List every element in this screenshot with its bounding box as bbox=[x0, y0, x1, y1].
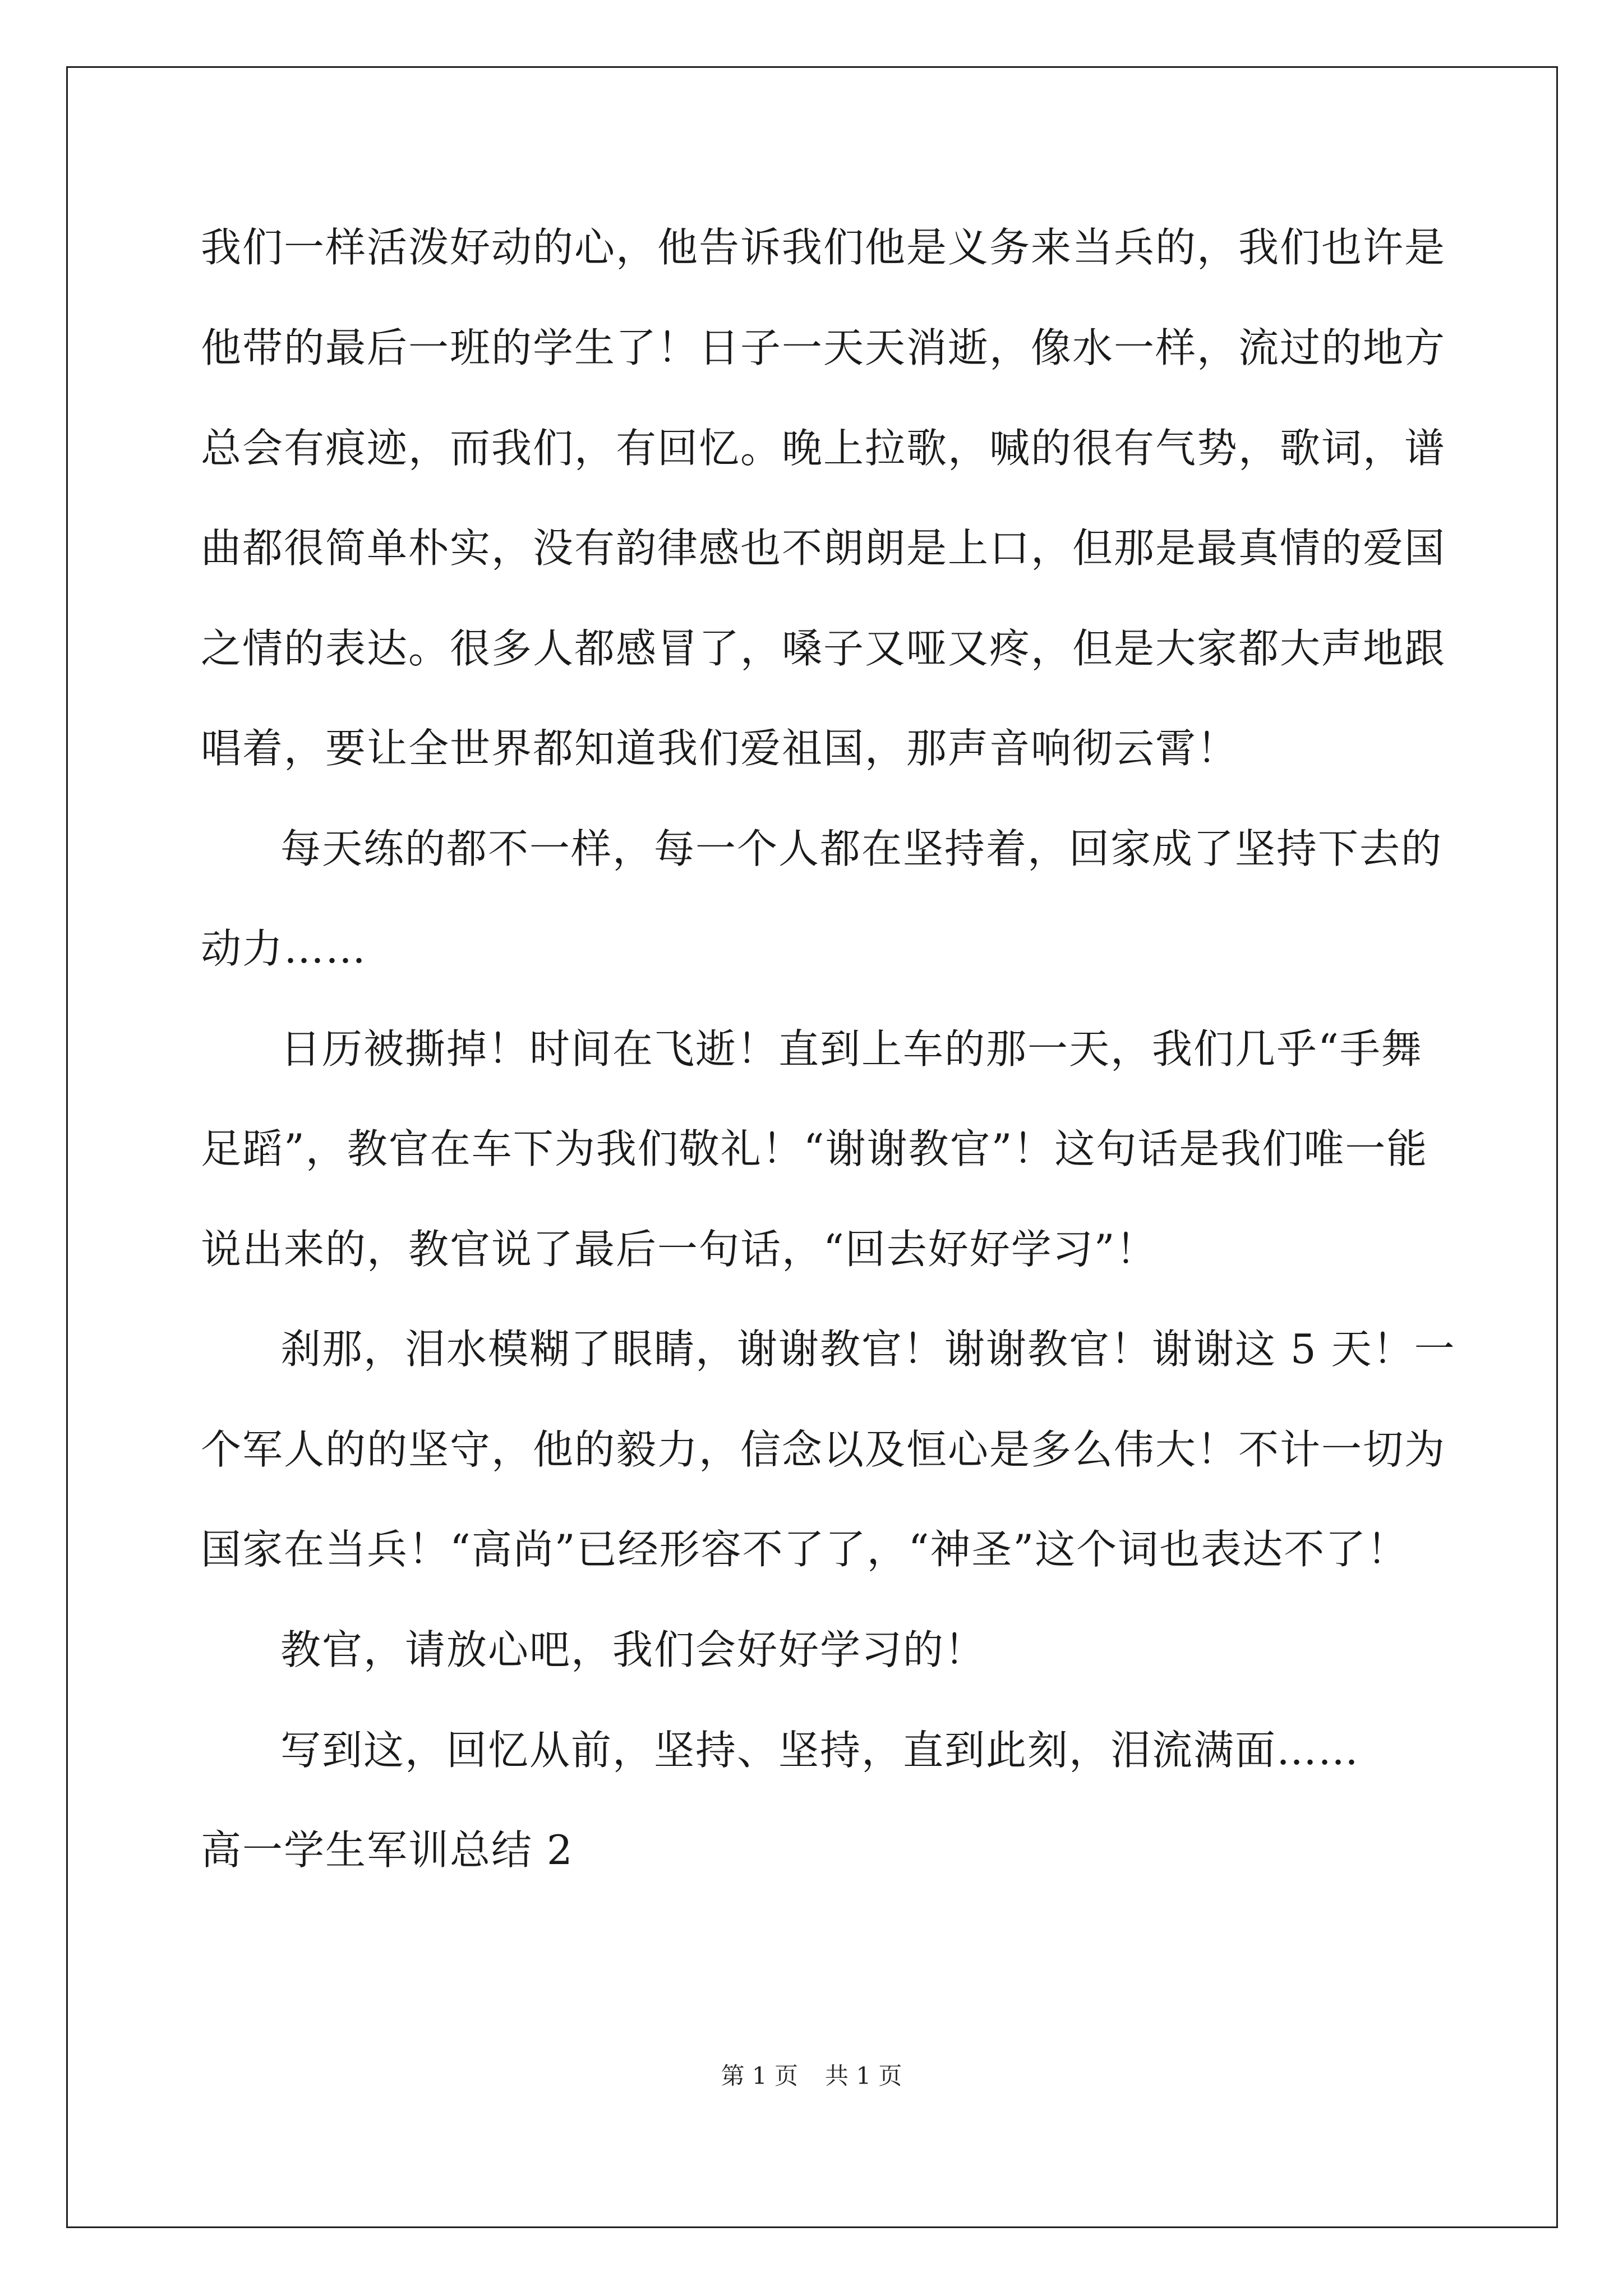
text-line: 说出来的，教官说了最后一句话，“回去好好学习”！ bbox=[201, 1226, 1158, 1273]
text-line: 日历被撕掉！时间在飞逝！直到上车的那一天，我们几乎“手舞 bbox=[280, 1025, 1423, 1073]
text-line: 总会有痕迹，而我们，有回忆。晚上拉歌，喊的很有气势，歌词，谱 bbox=[201, 425, 1446, 472]
text-line: 刹那，泪水模糊了眼睛，谢谢教官！谢谢教官！谢谢这 5 天！一 bbox=[280, 1326, 1456, 1373]
text-line: 每天练的都不一样，每一个人都在坚持着，回家成了坚持下去的 bbox=[280, 825, 1443, 872]
text-line: 足蹈”，教官在车下为我们敬礼！“谢谢教官”！这句话是我们唯一能 bbox=[201, 1125, 1428, 1172]
text-line: 我们一样活泼好动的心，他告诉我们他是义务来当兵的，我们也许是 bbox=[201, 224, 1446, 271]
text-line: 之情的表达。很多人都感冒了，嗓子又哑又疼，但是大家都大声地跟 bbox=[201, 625, 1446, 672]
page-number-total: 共 1 页 bbox=[825, 2062, 902, 2090]
page-footer bbox=[0, 2058, 1623, 2091]
text-line: 国家在当兵！“高尚”已经形容不了了，“神圣”这个词也表达不了！ bbox=[201, 1526, 1409, 1573]
text-line: 曲都很简单朴实，没有韵律感也不朗朗是上口，但那是最真情的爱国 bbox=[201, 524, 1446, 572]
text-line: 写到这，回忆从前，坚持、坚持，直到此刻，泪流满面…… bbox=[280, 1727, 1360, 1774]
text-line: 动力…… bbox=[201, 925, 367, 972]
section-heading: 高一学生军训总结 2 bbox=[201, 1826, 574, 1874]
text-line: 个军人的的坚守，他的毅力，信念以及恒心是多么伟大！不计一切为 bbox=[201, 1426, 1446, 1473]
text-line: 唱着，要让全世界都知道我们爱祖国，那声音响彻云霄！ bbox=[201, 725, 1239, 772]
text-line: 教官，请放心吧，我们会好好学习的！ bbox=[280, 1626, 986, 1673]
text-line: 他带的最后一班的学生了！日子一天天消逝，像水一样，流过的地方 bbox=[201, 324, 1446, 371]
page-number-current: 第 1 页 bbox=[721, 2062, 798, 2090]
